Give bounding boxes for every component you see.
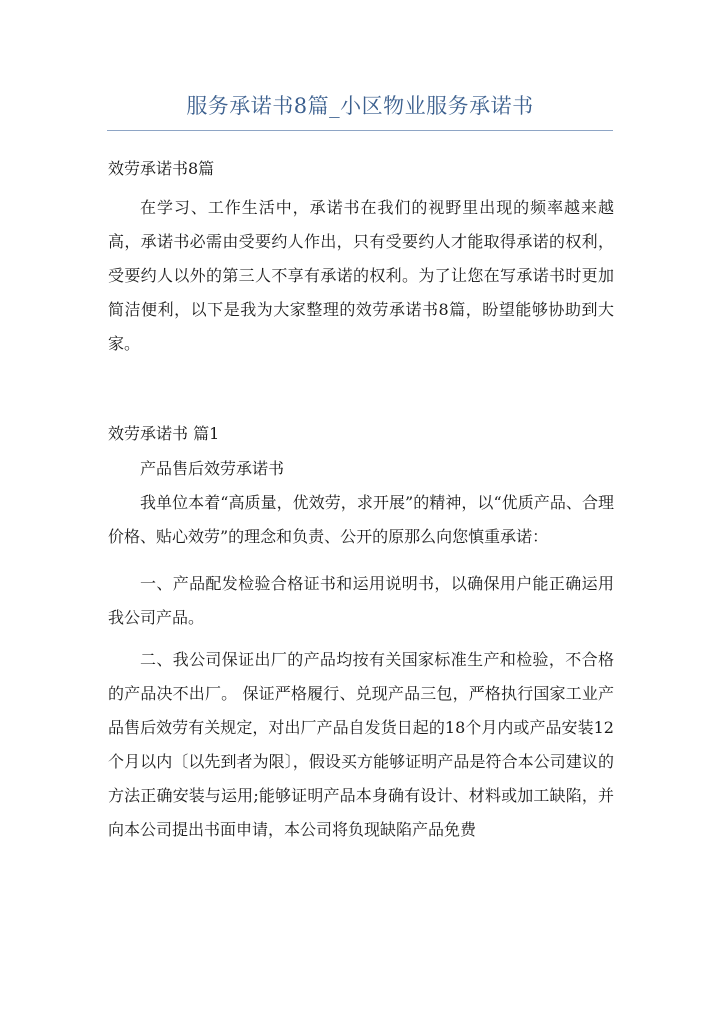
- document-title: 服务承诺书8篇_小区物业服务承诺书: [186, 94, 534, 118]
- article-heading: 效劳承诺书 篇1: [108, 424, 220, 443]
- paragraph-3: 二、我公司保证出厂的产品均按有关国家标准生产和检验，不合格的产品决不出厂。 保证严格履行、兑现产品三包，严格执行国家工业产品售后效劳有关规定，对出厂产品自发货日起的18个月内或产品安装12个月以内〔以先到者为限〕，假设买方能够证明产品是符合本公司建议的方法正确安装与运用;能够证明产品本身确有设计、材料或加工缺陷，并向本公司提出书面申请，本公司将负现缺陷产品免费: [108, 650, 614, 839]
- paragraph-1: 我单位本着“高质量，优效劳，求开展”的精神，以“优质产品、合理价格、贴心效劳”的理念和负责、公开的原那么向您慎重承诺：: [108, 493, 614, 546]
- article-subtitle: 产品售后效劳承诺书: [140, 459, 285, 478]
- intro-paragraph: 在学习、工作生活中，承诺书在我们的视野里出现的频率越来越高，承诺书必需由受要约人作出，只有受要约人才能取得承诺的权利，受要约人以外的第三人不享有承诺的权利。为了让您在写承诺书时更加简洁便利，以下是我为大家整理的效劳承诺书8篇，盼望能够协助到大家。: [108, 198, 614, 353]
- section-heading: 效劳承诺书8篇: [108, 159, 215, 178]
- title-divider: [107, 130, 613, 131]
- paragraph-2: 一、产品配发检验合格证书和运用说明书，以确保用户能正确运用我公司产品。: [108, 574, 614, 627]
